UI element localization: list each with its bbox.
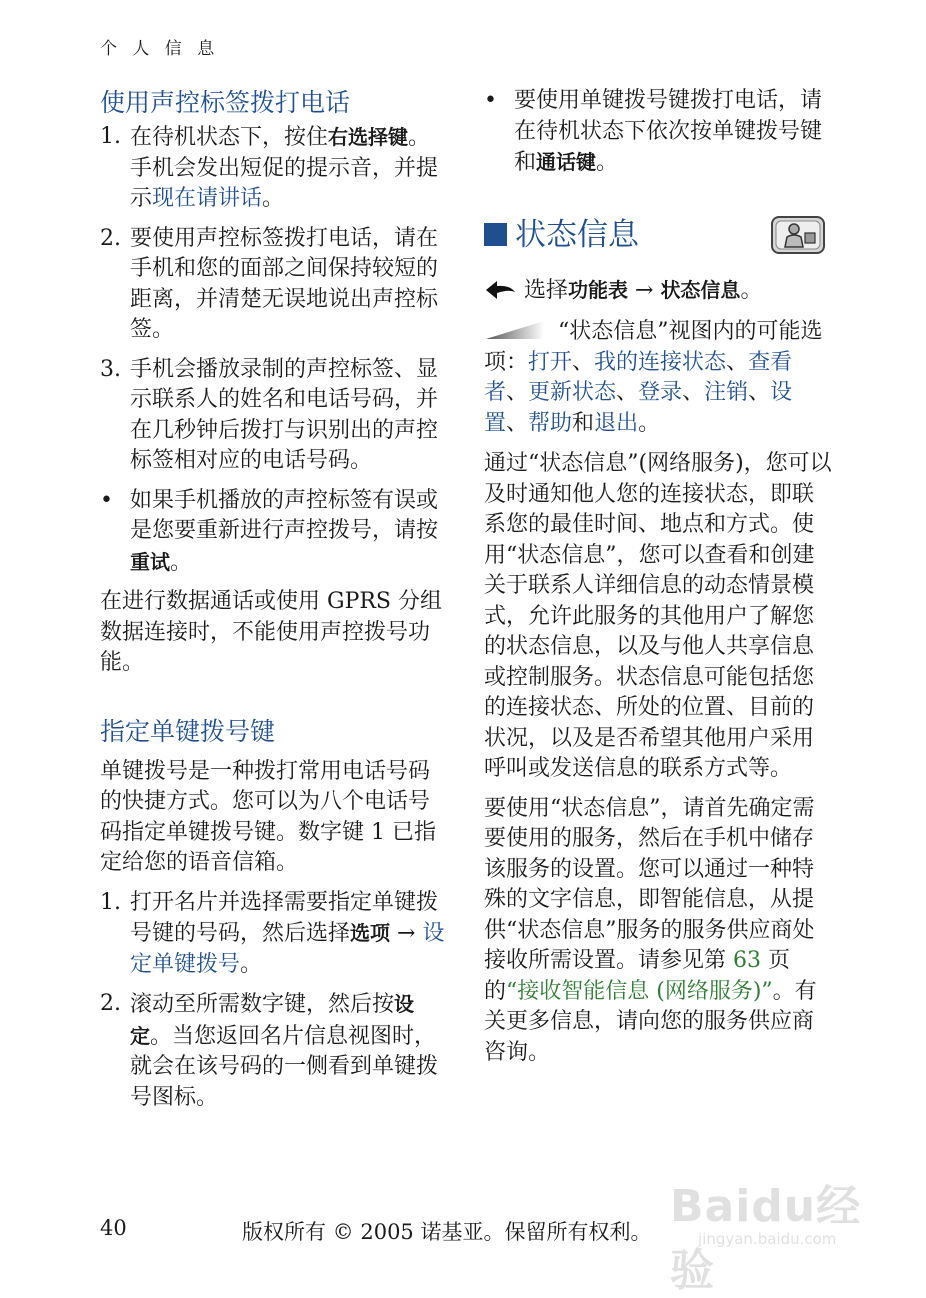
list-item: 2. 滚动至所需数字键，然后按设定。当您返回名片信息视图时，就会在该号码的一侧看到单键拨号图标。 — [100, 991, 439, 1110]
presence-app-icon — [770, 215, 826, 255]
menu-name: 选项 — [350, 921, 391, 945]
bullet-item: • 要使用单键拨号键拨打电话，请在待机状态下依次按单键拨号键和通话键。 — [484, 88, 823, 175]
list-item: 1. 打开名片并选择需要指定单键拨号键的号码，然后选择选项 → 设定单键拨号。 — [100, 889, 445, 977]
list-item: 3. 手机会播放录制的声控标签、显示联系人的姓名和电话号码，并在几秒钟后拨打与识别出的声控标签相对应的电话号码。 — [100, 356, 439, 473]
option-link[interactable]: 设置 — [484, 380, 793, 436]
menu-name: 状态信息 — [660, 277, 741, 302]
list-item: 1. 在待机状态下，按住右选择键。手机会发出短促的提示音，并提示现在请讲话。 — [100, 124, 439, 211]
smart-message-link[interactable]: “接收智能信息 (网络服务)” — [506, 978, 773, 1004]
option-link[interactable]: 帮助 — [528, 410, 573, 436]
option-link[interactable]: 我的连接状态 — [594, 349, 727, 375]
options-wedge-icon — [484, 319, 558, 341]
body-paragraph: 通过“状态信息”(网络服务)，您可以及时通知他人您的连接状态，即联系您的最佳时间、地点和方式。使用“状态信息”，您可以查看和创建关于联系人详细信息的动态情景模式，允许此服务的其他用户了解您的状态信息，以及与他人共享信息或控制服务。状态信息可能包括您的连接状态、所处的位置、目前的状况，以及是否希望其他用户采用呼叫或发送信息的联系方式等。 — [484, 451, 832, 781]
key-name: 重试 — [130, 549, 170, 574]
page-ref-link[interactable]: 63 — [733, 948, 761, 973]
running-header: 个 人 信 息 — [100, 39, 220, 59]
option-link[interactable]: 登录 — [638, 380, 683, 405]
option-link[interactable]: 打开 — [528, 349, 573, 375]
key-name: 通话键 — [536, 150, 597, 174]
section-title-voice-dial: 使用声控标签拨打电话 — [100, 88, 351, 117]
watermark-brand: Baidu经验 — [670, 1181, 862, 1296]
section-title-speed-dial: 指定单键拨号键 — [100, 716, 276, 746]
right-column — [484, 86, 834, 1077]
section-title-presence: 状态信息 — [484, 215, 834, 275]
key-name: 设定 — [130, 992, 415, 1048]
prompt-text-link[interactable]: 现在请讲话 — [152, 186, 263, 211]
note-paragraph: 在进行数据通话或使用 GPRS 分组数据连接时，不能使用声控拨号功能。 — [100, 589, 442, 675]
option-link[interactable]: 注销 — [704, 380, 749, 405]
option-link[interactable]: 退出 — [594, 410, 639, 436]
key-name: 右选择键 — [328, 125, 409, 149]
bullet-item: • 如果手机播放的声控标签有误或是您要重新进行声控拨号，请按重试。 — [100, 487, 439, 575]
intro-paragraph: 单键拨号是一种拨打常用电话号码的快捷方式。您可以为八个电话号码指定单键拨号键。数字键 1 已指定给您的语音信箱。 — [100, 758, 436, 875]
left-column — [100, 86, 445, 1122]
menu-path: 选择功能表 → 状态信息。 — [484, 275, 834, 307]
speed-dial-link[interactable]: 设定单键拨号 — [130, 921, 445, 977]
list-item: 2. 要使用声控标签拨打电话，请在手机和您的面部之间保持较短的距离，并清楚无误地说出声控标签。 — [100, 225, 439, 342]
option-link[interactable]: 查看者 — [484, 349, 793, 405]
watermark — [668, 1148, 868, 1296]
option-link[interactable]: 更新状态 — [528, 380, 617, 405]
body-paragraph: 要使用“状态信息”，请首先确定需要使用的服务，然后在手机中储存该服务的设置。您可以通过一种特殊的文字信息，即智能信息，从提供“状态信息”服务的服务供应商处接收所需设置。请参见第 63 页的“接收智能信息 (网络服务)”。有关更多信息，请向您的服务供应商咨询。 — [484, 795, 817, 1065]
square-bullet-icon — [484, 223, 507, 246]
options-paragraph: “状态信息”视图内的可能选项：打开、我的连接状态、查看者、更新状态、登录、注销、设置、帮助和退出。 — [484, 319, 823, 436]
watermark-url: jingyan.baidu.com — [698, 1230, 837, 1248]
page-number: 40 — [100, 1216, 127, 1240]
menu-name: 功能表 — [568, 277, 629, 302]
copyright: 版权所有 © 2005 诺基亚。保留所有权利。 — [242, 1220, 652, 1244]
menu-arrow-icon — [484, 279, 518, 301]
